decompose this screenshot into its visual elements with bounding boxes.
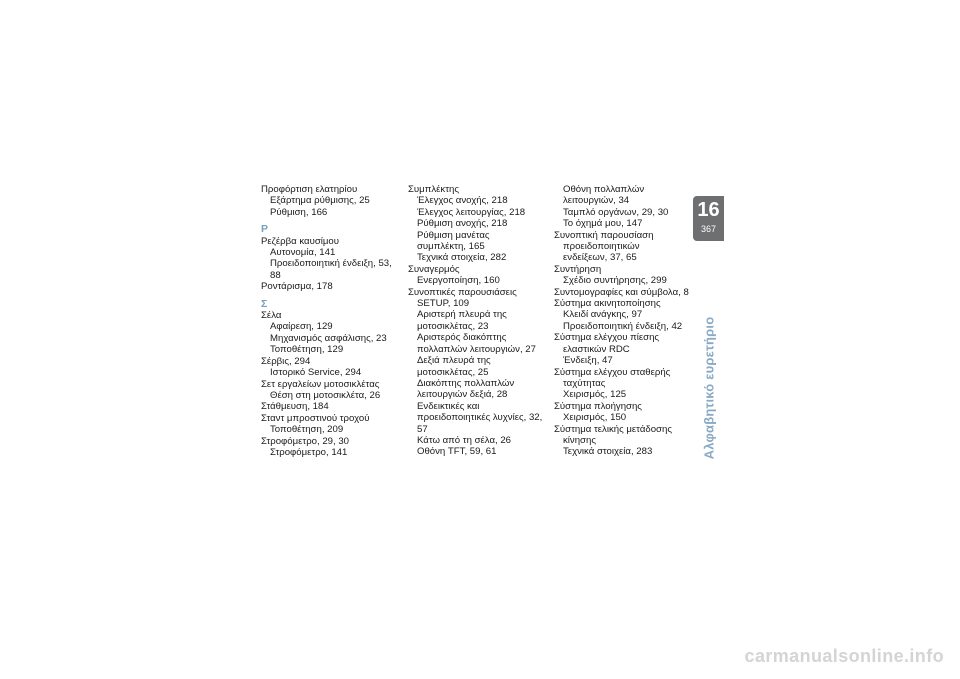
index-subentry: Ενεργοποίηση, 160 [417, 275, 500, 287]
index-subentry: Κάτω από τη σέλα, 26 [417, 434, 511, 446]
index-subentry: Μηχανισμός ασφάλισης, 23 [270, 332, 387, 344]
index-subentry: κίνησης [563, 434, 596, 446]
index-entry: Σύστημα τελικής μετάδοσης [554, 423, 672, 435]
index-subentry: μοτοσικλέτας, 23 [417, 320, 489, 332]
index-subentry: συμπλέκτη, 165 [417, 241, 485, 253]
index-subentry: μοτοσικλέτας, 25 [417, 366, 489, 378]
index-subentry: Το όχημά μου, 147 [563, 218, 643, 230]
index-entry: Στροφόμετρο, 29, 30 [261, 435, 350, 447]
index-subentry: 88 [270, 269, 281, 281]
index-subentry: ταχύτητας [563, 377, 606, 389]
index-column-2 [408, 184, 548, 458]
index-subentry: Ρύθμιση, 166 [270, 206, 328, 218]
index-entry: Σύστημα πλοήγησης [554, 400, 642, 412]
index-subentry: λειτουργιών, 34 [563, 195, 630, 207]
index-subentry: προειδοποιητικές λυχνίες, 32, [417, 412, 543, 424]
index-entry: Σύστημα ελέγχου πίεσης [554, 332, 660, 344]
index-subentry: Αυτονομία, 141 [270, 247, 336, 259]
index-entry: Συνοπτική παρουσίαση [554, 229, 654, 241]
page-number: 367 [700, 224, 717, 234]
index-subentry: Αφαίρεση, 129 [270, 321, 333, 333]
index-subentry: ενδείξεων, 37, 65 [563, 252, 637, 264]
index-entry: Σετ εργαλείων μοτοσικλέτας [261, 378, 380, 390]
index-subentry: Σχέδιο συντήρησης, 299 [563, 275, 667, 287]
index-subentry: Αριστερή πλευρά της [417, 309, 507, 321]
section-title-vertical: Αλφαβητικό ευρετήριο [701, 316, 717, 460]
index-entry: Συνοπτικές παρουσιάσεις [408, 286, 517, 298]
index-entry: Ρεζέρβα καυσίμου [261, 235, 340, 247]
index-letter-heading: Σ [261, 297, 268, 310]
index-subentry: Ρύθμιση ανοχής, 218 [417, 218, 508, 230]
index-entry: Συναγερμός [408, 263, 460, 275]
index-entry: Στάθμευση, 184 [261, 401, 329, 413]
index-entry: Σέλα [261, 310, 282, 322]
index-subentry: Ταμπλό οργάνων, 29, 30 [563, 206, 669, 218]
index-subentry: Προειδοποιητική ένδειξη, 42 [563, 320, 683, 332]
index-subentry: Έλεγχος λειτουργίας, 218 [417, 206, 526, 218]
index-subentry: Τεχνικά στοιχεία, 282 [417, 252, 507, 264]
chapter-number: 16 [697, 199, 720, 221]
watermark: carmanualsonline.info [744, 646, 944, 666]
index-subentry: 57 [417, 423, 428, 435]
index-subentry: Δεξιά πλευρά της [417, 355, 491, 367]
index-column-1 [261, 184, 401, 458]
index-subentry: Εξάρτημα ρύθμισης, 25 [270, 195, 370, 207]
index-entry: Ροντάρισμα, 178 [261, 281, 333, 293]
index-subentry: Τεχνικά στοιχεία, 283 [563, 446, 653, 458]
index-subentry: Ρύθμιση μανέτας [417, 229, 490, 241]
chapter-tab [693, 196, 724, 241]
index-entry: Προφόρτιση ελατηρίου [261, 184, 358, 195]
index-letter-heading: Ρ [261, 223, 269, 236]
index-subentry: SETUP, 109 [417, 298, 470, 310]
index-column-3 [554, 184, 694, 458]
index-entry: Συντήρηση [554, 263, 602, 275]
index-subentry: Στροφόμετρο, 141 [270, 446, 348, 458]
index-subentry: Τοποθέτηση, 129 [270, 344, 344, 356]
index-subentry: Χειρισμός, 125 [563, 389, 627, 401]
index-subentry: Τοποθέτηση, 209 [270, 424, 344, 436]
index-subentry: Αριστερός διακόπτης [417, 332, 507, 344]
index-subentry: Ένδειξη, 47 [563, 355, 613, 367]
index-entry: Σταντ μπροστινού τροχού [261, 412, 370, 424]
index-subentry: Οθόνη TFT, 59, 61 [417, 446, 497, 458]
index-subentry: Ενδεικτικές και [417, 400, 480, 412]
index-entry: Συμπλέκτης [408, 184, 459, 195]
index-subentry: Διακόπτης πολλαπλών [417, 377, 515, 389]
index-entry: Σύστημα ακινητοποίησης [554, 298, 661, 310]
index-entry: Σέρβις, 294 [261, 355, 311, 367]
index-subentry: Κλειδί ανάγκης, 97 [563, 309, 643, 321]
index-subentry: Ιστορικό Service, 294 [270, 367, 362, 379]
index-entry: Σύστημα ελέγχου σταθερής [554, 366, 671, 378]
index-subentry: Προειδοποιητική ένδειξη, 53, [270, 258, 392, 270]
index-subentry: Θέση στη μοτοσικλέτα, 26 [270, 389, 381, 401]
index-subentry: Χειρισμός, 150 [563, 412, 627, 424]
index-subentry: Έλεγχος ανοχής, 218 [417, 195, 508, 207]
index-subentry: ελαστικών RDC [563, 343, 630, 355]
index-subentry: Οθόνη πολλαπλών [563, 184, 645, 195]
index-subentry: προειδοποιητικών [563, 241, 640, 253]
index-subentry: λειτουργιών δεξιά, 28 [417, 389, 508, 401]
index-entry: Συντομογραφίες και σύμβολα, 8 [554, 286, 689, 298]
index-subentry: πολλαπλών λειτουργιών, 27 [417, 343, 536, 355]
